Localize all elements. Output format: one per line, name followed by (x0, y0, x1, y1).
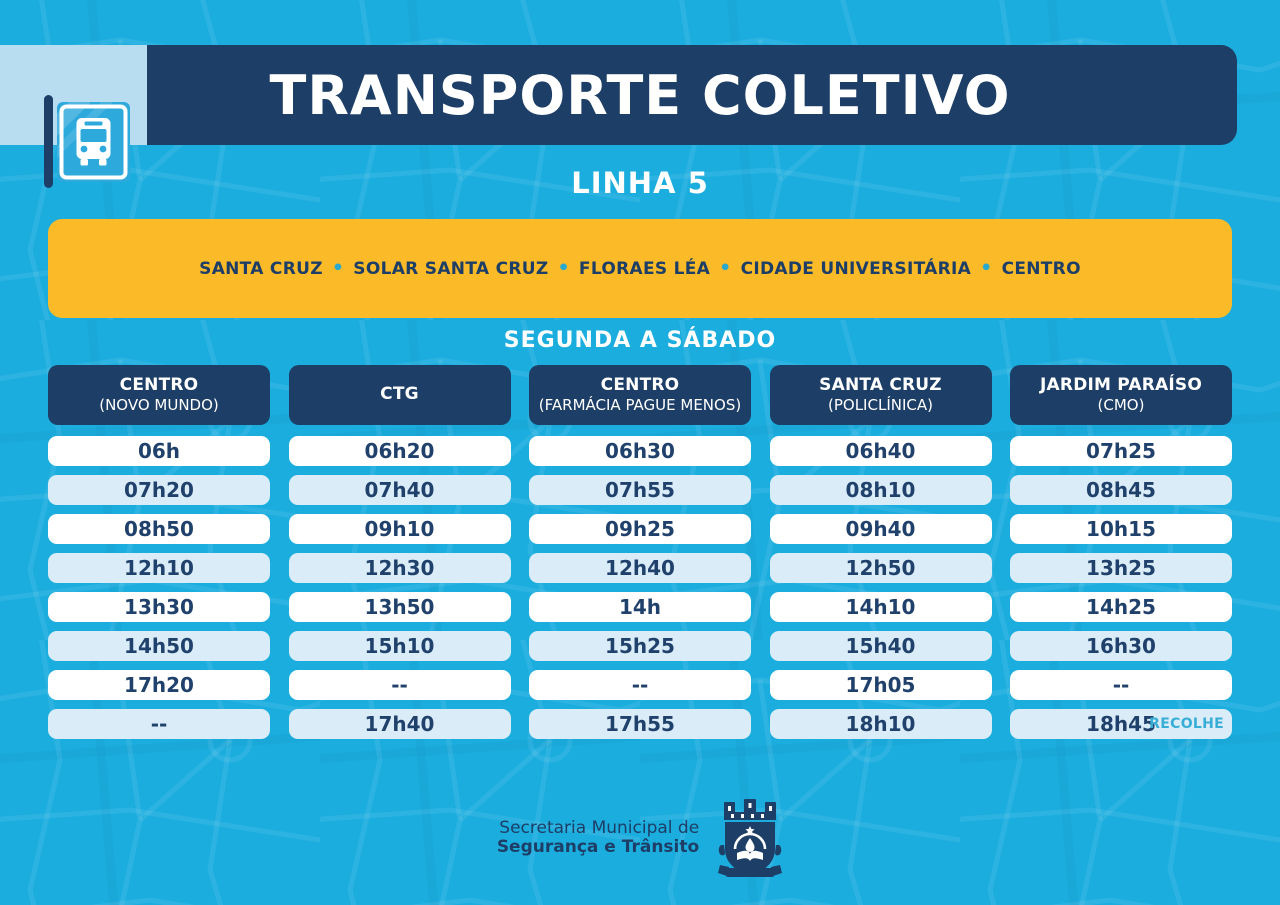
column-subtitle: (NOVO MUNDO) (99, 396, 219, 415)
footer (0, 793, 1280, 883)
column-subtitle: (CMO) (1097, 396, 1145, 415)
time-cell: 08h45 (1010, 475, 1232, 505)
schedule-table (48, 365, 1232, 739)
time-cell: 06h20 (289, 436, 511, 466)
header-band (147, 45, 1237, 145)
column-header (529, 365, 751, 425)
column-header (1010, 365, 1232, 425)
time-cell: 08h10 (770, 475, 992, 505)
bullet-separator-icon: • (557, 257, 570, 279)
column-subtitle: (FARMÁCIA PAGUE MENOS) (538, 396, 742, 415)
footer-org-text (497, 819, 699, 857)
time-cell: 16h30 (1010, 631, 1232, 661)
time-cell: 13h50 (289, 592, 511, 622)
time-cell: 07h25 (1010, 436, 1232, 466)
schedule-period-heading: SEGUNDA A SÁBADO (503, 328, 777, 353)
time-cell: 08h50 (48, 514, 270, 544)
time-cell: 09h10 (289, 514, 511, 544)
time-cell: 17h05 (770, 670, 992, 700)
time-cell: 13h30 (48, 592, 270, 622)
time-cell: 07h20 (48, 475, 270, 505)
schedule-column-ctg (289, 365, 511, 739)
time-cell: 07h55 (529, 475, 751, 505)
column-title: CTG (380, 384, 419, 405)
time-cell: 17h55 (529, 709, 751, 739)
page-title: TRANSPORTE COLETIVO (269, 63, 1011, 127)
time-cell: 15h25 (529, 631, 751, 661)
time-cell: 14h10 (770, 592, 992, 622)
time-cell: 15h10 (289, 631, 511, 661)
time-cell: 12h10 (48, 553, 270, 583)
time-cell: 07h40 (289, 475, 511, 505)
column-header (770, 365, 992, 425)
route-stop: CENTRO (1001, 258, 1081, 279)
column-title: CENTRO (119, 374, 199, 395)
time-cell: 14h (529, 592, 751, 622)
time-cell: 15h40 (770, 631, 992, 661)
footer-org-line1: Secretaria Municipal de (499, 817, 700, 838)
time-cell: 12h30 (289, 553, 511, 583)
time-cell: 13h25 (1010, 553, 1232, 583)
bullet-separator-icon: • (980, 257, 993, 279)
time-cell: -- (289, 670, 511, 700)
schedule-column-jardim-paraiso (1010, 365, 1232, 739)
time-cell: 12h50 (770, 553, 992, 583)
time-cell: 12h40 (529, 553, 751, 583)
schedule-column-centro-farmacia (529, 365, 751, 739)
time-cell: -- (1010, 670, 1232, 700)
recolhe-note: RECOLHE (1149, 716, 1224, 732)
column-header (289, 365, 511, 425)
footer-org-line2: Segurança e Trânsito (496, 837, 700, 857)
time-cell: 06h30 (529, 436, 751, 466)
time-cell: 17h20 (48, 670, 270, 700)
time-cell: -- (48, 709, 270, 739)
route-stop: FLORAES LÉA (578, 258, 711, 279)
route-banner (48, 219, 1232, 318)
bullet-separator-icon: • (719, 257, 732, 279)
column-title: SANTA CRUZ (819, 374, 942, 395)
column-title: JARDIM PARAÍSO (1040, 374, 1202, 395)
column-title: CENTRO (600, 374, 680, 395)
time-cell: -- (529, 670, 751, 700)
schedule-column-centro-novo-mundo (48, 365, 270, 739)
time-cell: 17h40 (289, 709, 511, 739)
time-cell: 09h40 (770, 514, 992, 544)
time-cell: 06h40 (770, 436, 992, 466)
time-cell: 10h15 (1010, 514, 1232, 544)
bullet-separator-icon: • (331, 257, 345, 279)
route-stop: CIDADE UNIVERSITÁRIA (740, 258, 972, 279)
column-subtitle: (POLICLÍNICA) (828, 396, 933, 415)
route-stop: SANTA CRUZ (199, 258, 323, 279)
time-cell: 14h50 (48, 631, 270, 661)
route-stops-line (199, 259, 1081, 279)
municipal-coat-of-arms-icon (717, 795, 783, 881)
line-number-heading: LINHA 5 (571, 166, 709, 200)
time-cell: 18h10 (770, 709, 992, 739)
time-cell: 14h25 (1010, 592, 1232, 622)
time-cell: 06h (48, 436, 270, 466)
time-cell: 09h25 (529, 514, 751, 544)
column-header (48, 365, 270, 425)
time-value: 18h45 (1086, 712, 1156, 736)
route-stop: SOLAR SANTA CRUZ (353, 258, 549, 279)
schedule-column-santa-cruz (770, 365, 992, 739)
time-cell (1010, 709, 1232, 739)
